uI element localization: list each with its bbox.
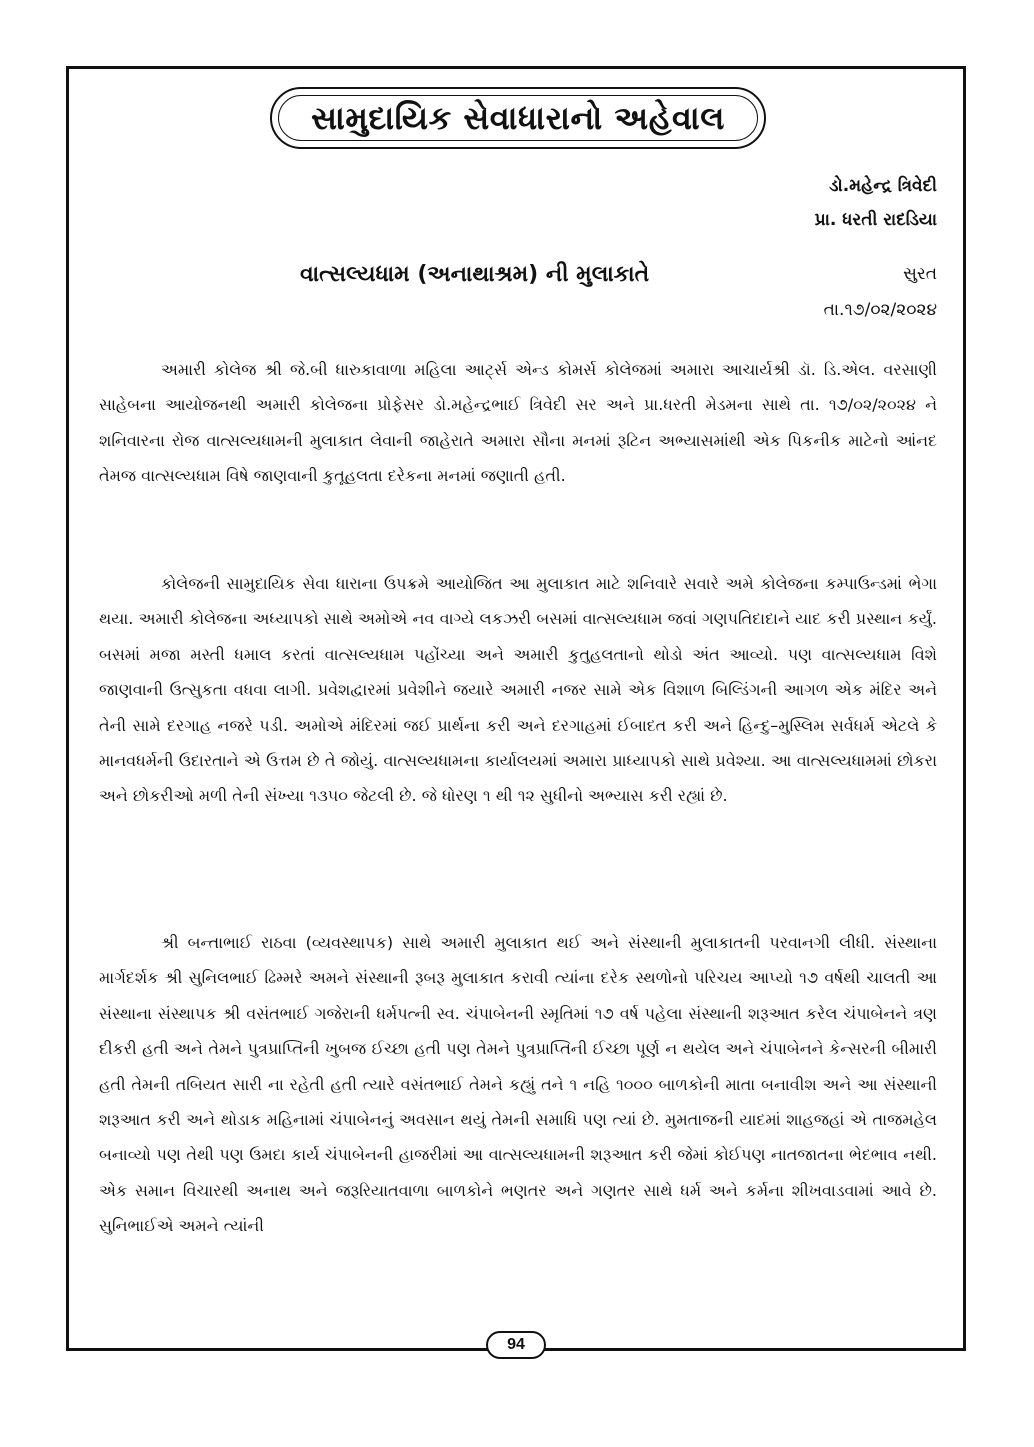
author-name: ડો.મહેન્દ્ર ત્રિવેદી — [829, 176, 937, 196]
author-name: પ્રા. ધરતી રાદડિયા — [814, 210, 937, 230]
page-number: 94 — [486, 1331, 546, 1359]
place-label: સુરત — [903, 264, 937, 284]
paragraph: અમારી કોલેજ શ્રી જે.બી ધારુકાવાળા મહિલા આર્ટ્સ એન્ડ કોમર્સ કોલેજમાં અમારા આચાર્યશ્રી ડૉ. ડિ.એલ. વરસાણી સાહેબના આયોજનથી અમારી કોલેજના પ્રોફેસર ડો.મહેન્દ્રભાઈ ત્રિવેદી સર અને પ્રા.ધરતી મેડમના સાથે તા. ૧૭/૦૨/૨૦૨૪ ને શનિવારના રોજ વાત્સલ્યધામની મુલાકાત લેવાની જાહેરાતે અમારા સૌના મનમાં રૂટિન અભ્યાસમાંથી એક પિકનીક માટેનો આંનદ તેમજ વાત્સલ્યધામ વિષે જાણવાની કુતૂહલતા દરેકના મનમાં જણાતી હતી. — [99, 360, 937, 486]
page-title: સામુદાયિક સેવાધારાનો અહેવાલ — [311, 98, 725, 137]
paragraph: કોલેજની સામુદાયિક સેવા ધારાના ઉપક્રમે આયોજિત આ મુલાકાત માટે શનિવારે સવારે અમે કોલેજના કમ્પાઉન્ડમાં ભેગા થયા. અમારી કોલેજના અધ્યાપકો સાથે અમોએ નવ વાગ્યે લકઝરી બસમાં વાત્સલ્યધામ જવાં ગણપતિદાદાને યાદ કરી પ્રસ્થાન કર્યું. બસમાં મજા મસ્તી ધમાલ કરતાં વાત્સલ્યધામ પહોંચ્યા અને અમારી કુતુહલતાનો થોડો અંત આવ્યો. પણ વાત્સલ્યધામ વિશે જાણવાની ઉત્સુકતા વધવા લાગી. પ્રવેશદ્વારમાં પ્રવેશીને જયારે અમારી નજર સામે એક વિશાળ બિલ્ડિંગની આગળ એક મંદિર અને તેની સામે દરગાહ નજરે પડી. અમોએ મંદિરમાં જઈ પ્રાર્થના કરી અને દરગાહમાં ઈબાદત કરી અને હિન્દુ–મુસ્લિમ સર્વધર્મ એટલે કે માનવધર્મની ઉદારતાને એ ઉત્તમ છે તે જોયું. વાત્સલ્યધામના કાર્યાલયમાં અમારા પ્રાધ્યાપકો સાથે પ્રવેશ્યા. આ વાત્સલ્યધામમાં છોકરા અને છોકરીઓ મળી તેની સંખ્યા ૧૩૫૦ જેટલી છે. જે ધોરણ ૧ થી ૧૨ સુધીનો અભ્યાસ કરી રહ્યાં છે. — [99, 574, 937, 806]
date-label: તા.૧૭/૦૨/૨૦૨૪ — [823, 300, 937, 320]
paragraph: શ્રી બન્તાભાઈ રાઠવા (વ્યવસ્થાપક) સાથે અમારી મુલાકાત થઈ અને સંસ્થાની મુલાકાતની પરવાનગી લીધી. સંસ્થાના માર્ગદર્શક શ્રી સુનિલભાઈ ઢિમ્મરે અમને સંસ્થાની રૂબરૂ મુલાકાત કરાવી ત્યાંના દરેક સ્થળોનો પરિચય આપ્યો ૧૭ વર્ષથી ચાલતી આ સંસ્થાના સંસ્થાપક શ્રી વસંતભાઈ ગજેરાની ધર્મપત્ની સ્વ. ચંપાબેનની સ્મૃતિમાં ૧૭ વર્ષ પહેલા સંસ્થાની શરૂઆત કરેલ ચંપાબેનને ત્રણ દીકરી હતી અને તેમને પુત્રપ્રાપ્તિની ખુબજ ઈચ્છા હતી પણ તેમને પુત્રપ્રાપ્તિની ઈચ્છા પૂર્ણ ન થયેલ અને ચંપાબેનને કેન્સરની બીમારી હતી તેમની તબિયત સારી ના રહેતી હતી ત્યારે વસંતભાઈ તેમને કહ્યું તને ૧ નહિ ૧૦૦૦ બાળકોની માતા બનાવીશ અને આ સંસ્થાની શરૂઆત કરી અને થોડાક મહિનામાં ચંપાબેનનું અવસાન થયું તેમની સમાધિ પણ ત્યાં છે. મુમતાજની યાદમાં શાહજહાં એ તાજમહેલ બનાવ્યો પણ તેથી પણ ઉમદા કાર્ય ચંપાબેનની હાજરીમાં આ વાત્સલ્યધામની શરૂઆત કરી જેમાં કોઈપણ નાતજાતના ભેદભાવ નથી. એક સમાન વિચારથી અનાથ અને જરૂરિયાતવાળા બાળકોને ભણતર અને ગણતર સાથે ધર્મ અને કર્મના શીખવાડવામાં આવે છે. સુનિભાઈએ અમને ત્યાંની — [99, 933, 937, 1236]
title-banner — [270, 87, 766, 149]
section-subtitle: વાત્સલ્યધામ (અનાથાશ્રમ) ની મુલાકાતે — [300, 262, 650, 287]
